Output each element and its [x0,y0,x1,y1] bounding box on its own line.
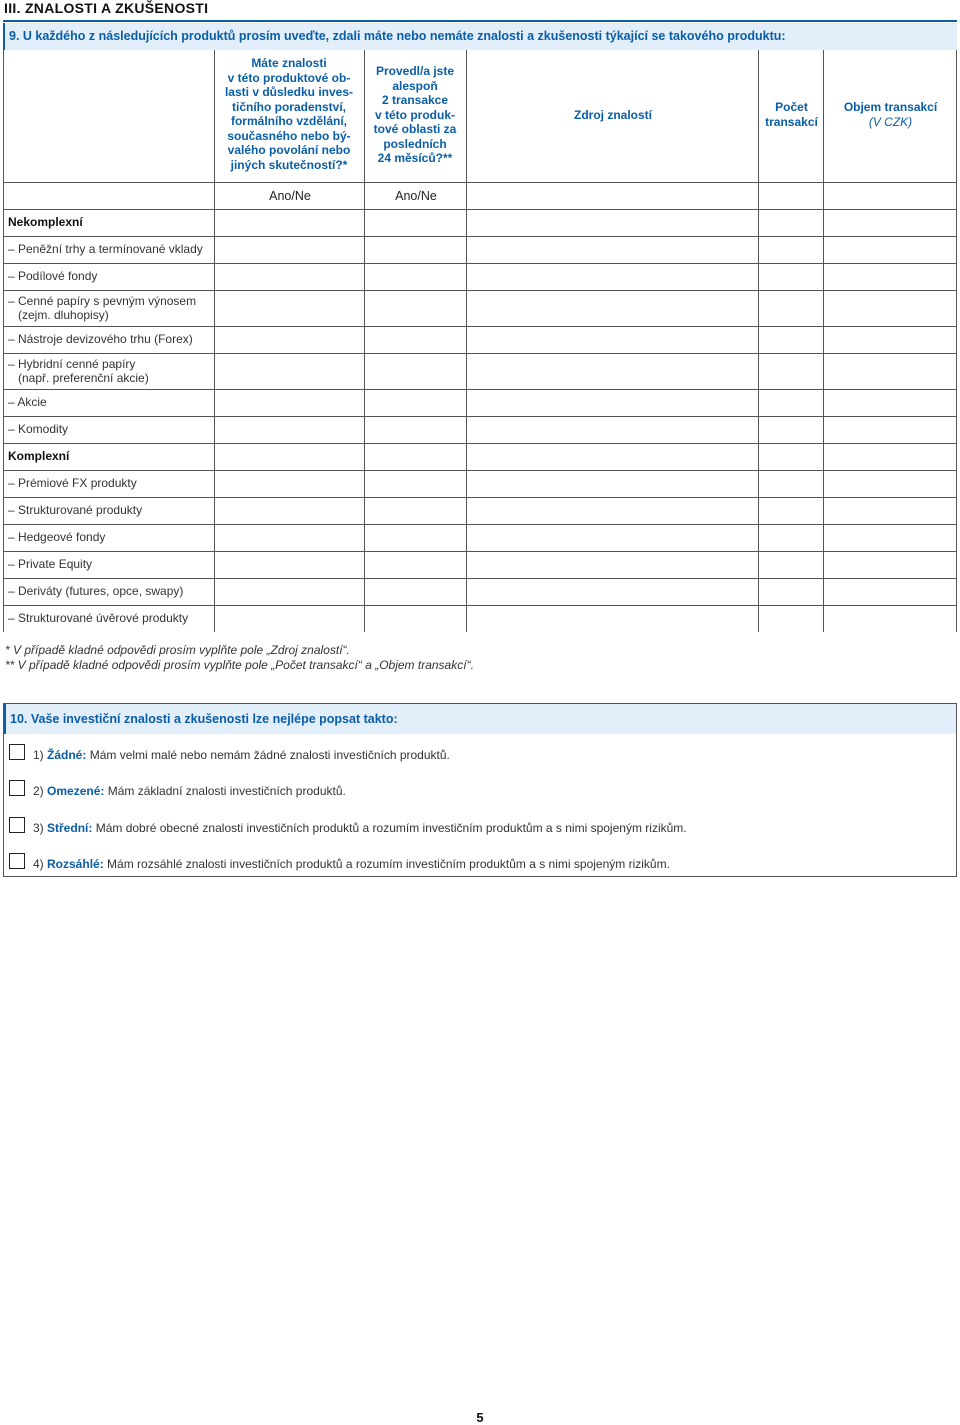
product-row-label: – Komodity [8,422,69,437]
checkbox[interactable] [9,853,25,869]
product-row-label: – Private Equity [8,557,93,572]
product-row-label: – Prémiové FX produkty [8,476,137,491]
product-row-label: – Cenné papíry s pevným výnosem (zejm. dluhopisy) [8,293,197,322]
product-row-label: – Nástroje devizového trhu (Forex) [8,332,193,347]
category-label: Nekomplexní [8,215,83,230]
product-row-label: – Akcie [8,395,47,410]
product-row-label: – Strukturované úvěrové produkty [8,611,189,626]
question-10-box: 10. Vaše investiční znalosti a zkušenosti lze nejlépe popsat takto: 1) Žádné: Mám velmi malé nebo nemám žádné znalosti investičních produktů. 2) Omezené: Mám základní znalosti investičních produktů. 3) Střední: Mám dobré obecné znalosti investičních produktů a rozumím investičním produktům a s nimi spojeným rizikům. 4) Rozsáhlé: Mám rozsáhlé znalosti investičních produktů a rozumím investičním produktům a s nimi spojeným rizikům. [3,703,957,877]
header-transactions: Provedl/a jste alespoň 2 transakce v této produk- tové oblasti za posledních 24 měsíců?** [373,64,457,165]
header-count: Počet transakcí [765,100,818,129]
category-label: Komplexní [8,449,70,464]
ano-ne-transactions: Ano/Ne [395,189,437,203]
header-knowledge: Máte znalosti v této produktové ob- lasti v důsledku inves- tičního poradenství, formálního vzdělání, současného nebo bý- valého povolání nebo jiných skutečností?* [224,56,354,172]
footnote-1: * V případě kladné odpovědi prosím vyplňte pole „Zdroj znalostí“. [5,643,350,657]
page-number: 5 [476,1410,484,1425]
section-title: III. ZNALOSTI A ZKUŠENOSTI [4,0,209,16]
header-volume: Objem transakcí (V CZK) [843,100,938,129]
checkbox[interactable] [9,780,25,796]
product-row-label: – Deriváty (futures, opce, swapy) [8,584,184,599]
product-row-label: – Hedgeové fondy [8,530,106,545]
product-row-label: – Hybridní cenné papíry (např. preferenční akcie) [8,356,149,385]
product-row-label: – Strukturované produkty [8,503,143,518]
checkbox[interactable] [9,817,25,833]
checkbox[interactable] [9,744,25,760]
product-row-label: – Peněžní trhy a termínované vklady [8,242,203,257]
products-table-rows [3,0,957,640]
ano-ne-knowledge: Ano/Ne [269,189,311,203]
question-10-bar [4,704,956,734]
question-9-text: 9. U každého z následujících produktů prosím uveďte, zdali máte nebo nemáte znalosti a zkušenosti týkající se takového produktu: [9,29,786,43]
footnote-2: ** V případě kladné odpovědi prosím vyplňte pole „Počet transakcí“ a „Objem transakcí“. [5,658,474,672]
header-source: Zdroj znalostí [574,108,652,122]
question-10-text: 10. Vaše investiční znalosti a zkušenosti lze nejlépe popsat takto: [10,712,398,726]
product-row-label: – Podílové fondy [8,269,98,284]
